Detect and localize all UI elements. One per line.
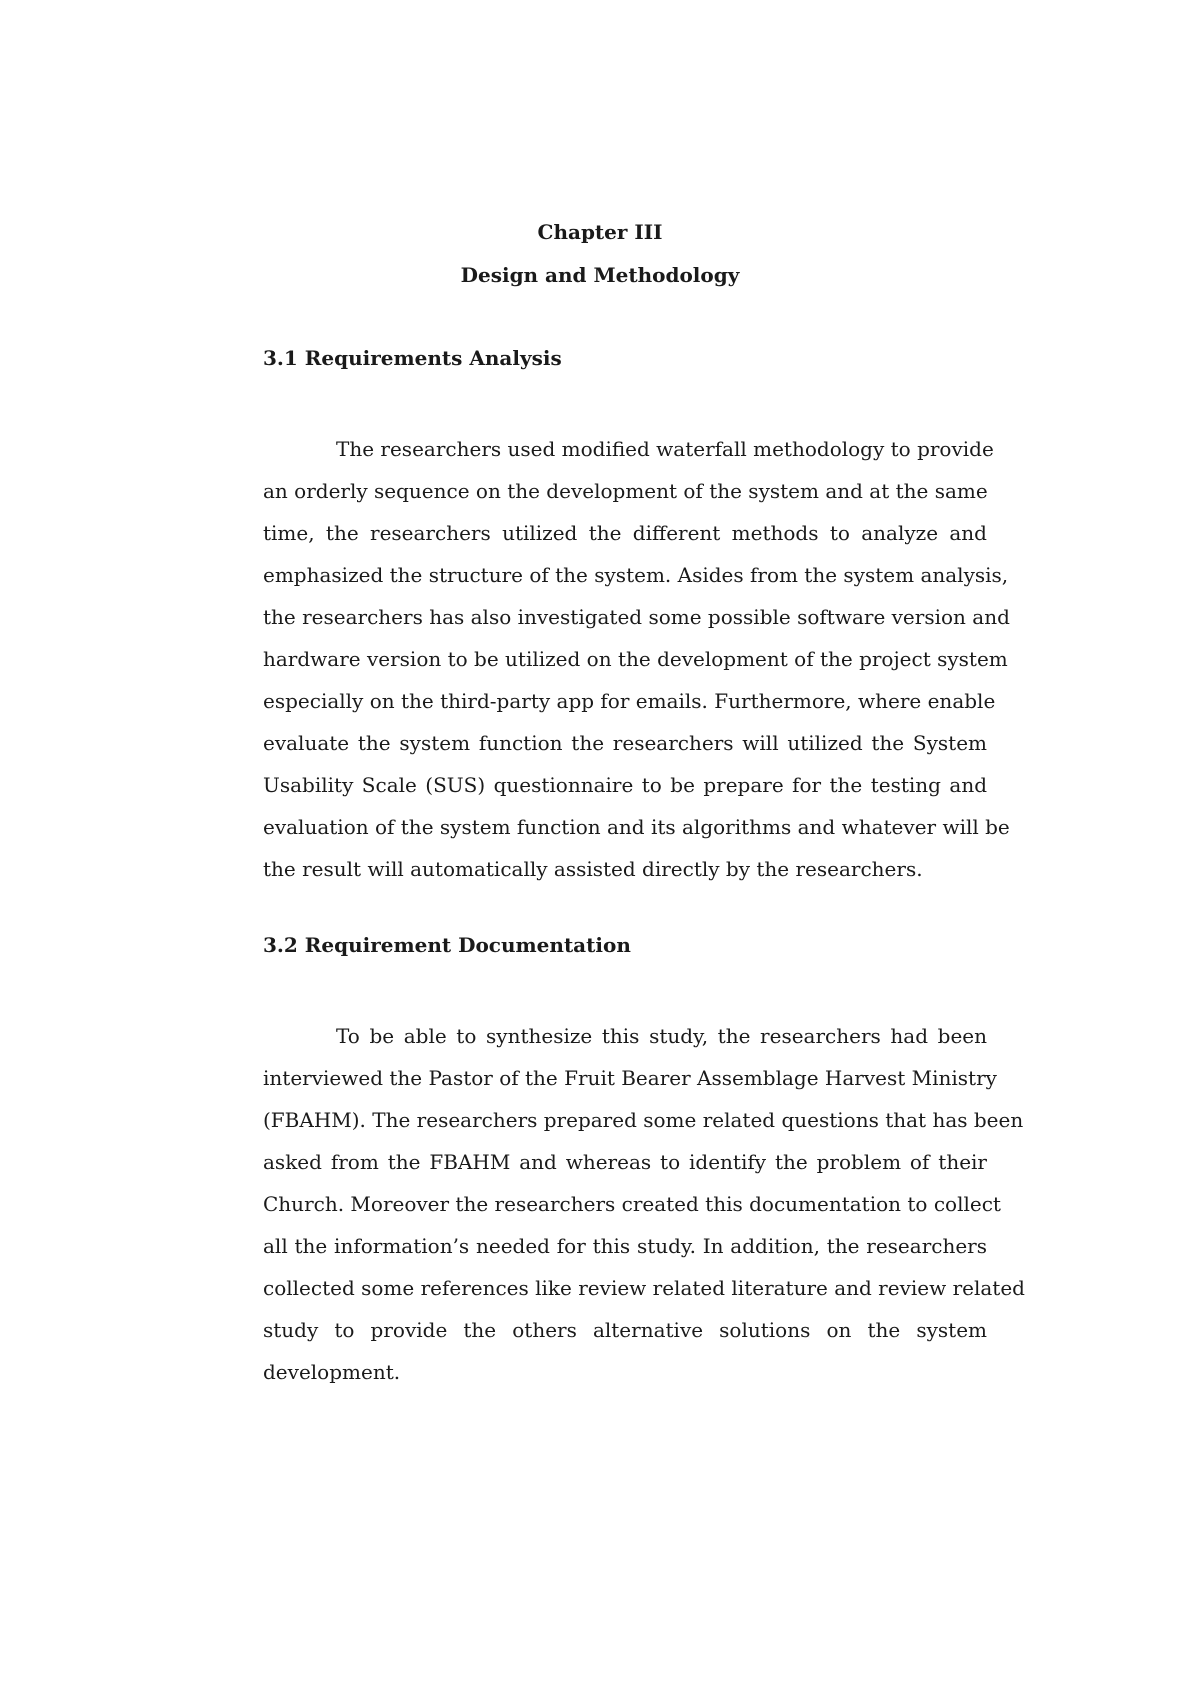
paragraph-line: the result will automatically assisted directly by the researchers. [263, 857, 923, 881]
section-heading-requirement-documentation: 3.2 Requirement Documentation [263, 933, 631, 957]
paragraph-line: study to provide the others alternative solutions on the system [263, 1318, 987, 1342]
paragraph-line: Usability Scale (SUS) questionnaire to be prepare for the testing and [263, 773, 987, 797]
paragraph-line: asked from the FBAHM and whereas to identify the problem of their [263, 1150, 987, 1174]
chapter-title: Design and Methodology [460, 263, 740, 287]
paragraph-line: collected some references like review related literature and review related [263, 1276, 1025, 1300]
paragraph-line: hardware version to be utilized on the development of the project system [263, 647, 1008, 671]
paragraph-line: evaluation of the system function and its algorithms and whatever will be [263, 815, 1010, 839]
paragraph-line: The researchers used modified waterfall methodology to provide [336, 437, 994, 461]
paragraph-line: To be able to synthesize this study, the researchers had been [336, 1024, 987, 1048]
paragraph-line: interviewed the Pastor of the Fruit Bearer Assemblage Harvest Ministry [263, 1066, 997, 1090]
paragraph-line: evaluate the system function the researchers will utilized the System [263, 731, 987, 755]
paragraph-line: the researchers has also investigated some possible software version and [263, 605, 1010, 629]
paragraph-line: emphasized the structure of the system. Asides from the system analysis, [263, 563, 1009, 587]
paragraph-line: especially on the third-party app for emails. Furthermore, where enable [263, 689, 996, 713]
chapter-label: Chapter III [537, 220, 663, 244]
paragraph-line: development. [263, 1360, 401, 1384]
paragraph-line: time, the researchers utilized the different methods to analyze and [263, 521, 987, 545]
paragraph-line: all the information’s needed for this study. In addition, the researchers [263, 1234, 987, 1258]
section-heading-requirements-analysis: 3.1 Requirements Analysis [263, 346, 562, 370]
paragraph-line: an orderly sequence on the development of the system and at the same [263, 479, 988, 503]
paragraph-requirements-analysis [263, 428, 1010, 890]
paragraph-requirement-documentation [263, 1015, 1025, 1393]
paragraph-line: Church. Moreover the researchers created this documentation to collect [263, 1192, 1001, 1216]
paragraph-line: (FBAHM). The researchers prepared some related questions that has been [263, 1108, 1024, 1132]
